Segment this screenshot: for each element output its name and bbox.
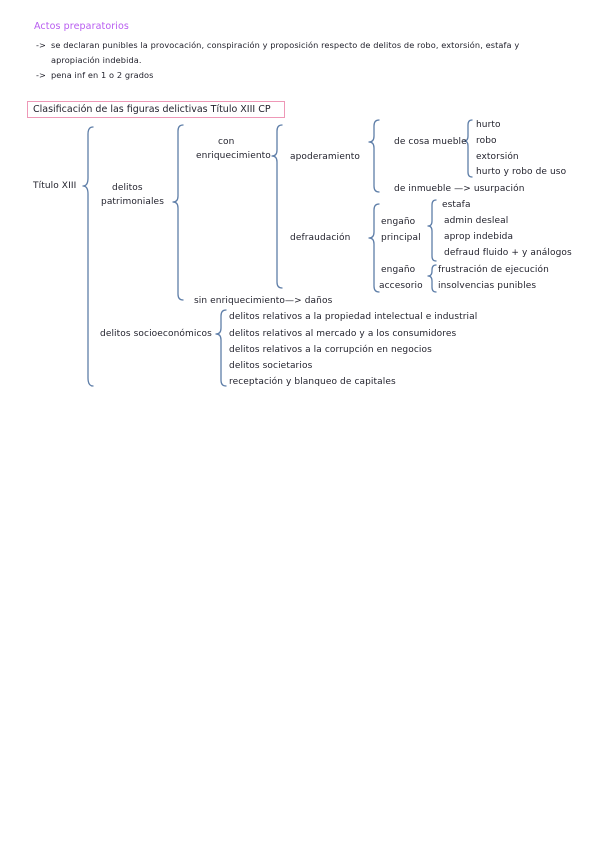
item-propiedad-intelectual: delitos relativos a la propiedad intelectual e industrial: [229, 312, 478, 322]
bracket-apoderamiento: [369, 120, 379, 192]
item-corrupcion-negocios: delitos relativos a la corrupción en negocios: [229, 345, 432, 355]
item-admin-desleal: admin desleal: [444, 216, 509, 226]
item-robo: robo: [476, 136, 497, 146]
item-delitos-societarios: delitos societarios: [229, 361, 313, 371]
bracket-defraudacion: [369, 204, 379, 292]
item-receptacion-blanqueo: receptación y blanqueo de capitales: [229, 377, 396, 387]
node-engano-accesorio-1: engaño: [381, 265, 416, 275]
item-estafa: estafa: [442, 200, 471, 210]
bracket-cosa-mueble: [464, 120, 472, 177]
node-delitos-socioeconomicos: delitos socioeconómicos: [100, 329, 212, 339]
node-engano-accesorio-2: accesorio: [379, 281, 423, 291]
item-insolvencias-punibles: insolvencias punibles: [438, 281, 537, 291]
item-aprop-indebida: aprop indebida: [444, 232, 514, 242]
bracket-root: [83, 127, 93, 386]
arrow-icon: ->: [36, 40, 47, 50]
root-node: Título XIII: [33, 181, 77, 191]
item-frustracion-ejecucion: frustración de ejecución: [438, 265, 549, 275]
bracket-socioeconomicos: [216, 310, 226, 386]
node-con-enriquecimiento-2: enriquecimiento: [196, 151, 271, 161]
item-mercado-consumidores: delitos relativos al mercado y a los consumidores: [229, 329, 457, 339]
bracket-engano-accesorio: [428, 265, 436, 292]
section-heading: Actos preparatorios: [34, 21, 129, 32]
classification-title: Clasificación de las figuras delictivas Título XIII CP: [33, 104, 271, 115]
header-line-2: apropiación indebida.: [51, 55, 142, 65]
node-engano-principal-2: principal: [381, 233, 421, 243]
node-de-inmueble: de inmueble —> usurpación: [394, 184, 525, 194]
node-defraudacion: defraudación: [290, 233, 351, 243]
node-delitos-patrimoniales-2: patrimoniales: [101, 197, 164, 207]
node-engano-principal-1: engaño: [381, 217, 416, 227]
node-con-enriquecimiento-1: con: [218, 137, 235, 147]
node-delitos-patrimoniales-1: delitos: [112, 183, 143, 193]
header-line-1: se declaran punibles la provocación, conspiración y proposición respecto de delitos de robo, extorsión, estafa y: [51, 40, 520, 50]
node-cosa-mueble: de cosa mueble: [394, 137, 467, 147]
node-apoderamiento: apoderamiento: [290, 152, 361, 162]
arrow-icon: ->: [36, 70, 47, 80]
item-defraud-fluido: defraud fluido + y análogos: [444, 248, 572, 258]
node-sin-enriquecimiento: sin enriquecimiento—> daños: [194, 296, 333, 306]
item-extorsion: extorsión: [476, 152, 519, 162]
item-hurto-robo-uso: hurto y robo de uso: [476, 167, 567, 177]
item-hurto: hurto: [476, 120, 501, 130]
bracket-con-enriquecimiento: [272, 125, 282, 288]
header-line-3: pena inf en 1 o 2 grados: [51, 70, 154, 80]
bracket-engano-principal: [428, 200, 436, 261]
bracket-patrimoniales: [173, 125, 183, 300]
